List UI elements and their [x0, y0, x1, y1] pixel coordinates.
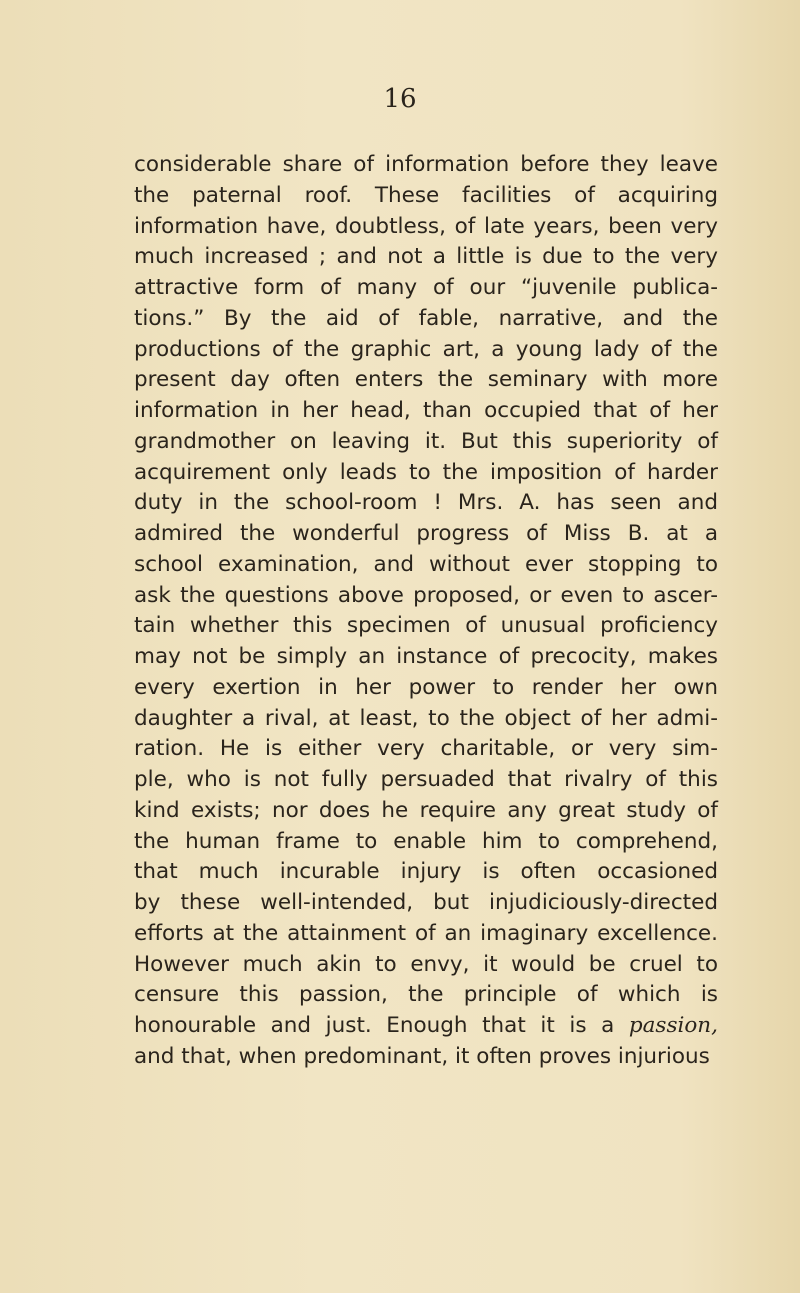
- text-line: the paternal roof. These facilities of acquiring: [134, 182, 718, 208]
- text-line: grandmother on leaving it. But this superiority of: [134, 428, 718, 454]
- text-line: duty in the school-room ! Mrs. A. has seen and: [134, 490, 718, 516]
- text-line: ple, who is not fully persuaded that rivalry of this: [134, 767, 718, 792]
- text-line: productions of the graphic art, a young lady of the: [134, 336, 718, 362]
- text-line: information in her head, than occupied that of her: [134, 398, 718, 423]
- text-line: ration. He is either very charitable, or very sim-: [134, 736, 718, 762]
- emphasized-word: passion,: [628, 1013, 718, 1038]
- text-line-with-emphasis: [134, 1011, 718, 1042]
- text-line: attractive form of many of our “juvenile publica-: [134, 275, 718, 300]
- text-line: ask the questions above proposed, or even to ascer-: [134, 582, 718, 608]
- text-line: However much akin to envy, it would be cruel to: [134, 951, 718, 977]
- text-line: every exertion in her power to render her own: [134, 674, 718, 700]
- page-number: 16: [383, 84, 417, 114]
- text-line: by these well-intended, but injudiciously-directed: [134, 890, 718, 915]
- text-line: acquirement only leads to the imposition of harder: [134, 459, 718, 485]
- text-line-start: honourable and just. Enough that it is a: [134, 1013, 629, 1038]
- text-line: tions.” By the aid of fable, narrative, and the: [134, 305, 718, 331]
- text-line: efforts at the attainment of an imaginary excellence.: [134, 920, 718, 946]
- text-line: may not be simply an instance of precocity, makes: [134, 644, 718, 669]
- text-line: the human frame to enable him to comprehend,: [134, 828, 718, 854]
- text-line: school examination, and without ever stopping to: [134, 551, 718, 577]
- text-line-final: and that, when predominant, it often proves injurious: [134, 1043, 710, 1069]
- text-line: admired the wonderful progress of Miss B. at a: [134, 521, 718, 546]
- text-line: much increased ; and not a little is due to the very: [134, 244, 718, 270]
- text-line: considerable share of information before they leave: [134, 152, 718, 177]
- text-line: tain whether this specimen of unusual proficiency: [134, 613, 718, 639]
- body-text: [134, 150, 718, 1073]
- text-line: information have, doubtless, of late years, been very: [134, 213, 718, 239]
- text-line: present day often enters the seminary with more: [134, 367, 718, 393]
- text-line: censure this passion, the principle of which is: [134, 982, 718, 1008]
- text-line: daughter a rival, at least, to the object of her admi-: [134, 705, 718, 731]
- text-line: that much incurable injury is often occasioned: [134, 859, 718, 885]
- text-line: kind exists; nor does he require any great study of: [134, 797, 718, 823]
